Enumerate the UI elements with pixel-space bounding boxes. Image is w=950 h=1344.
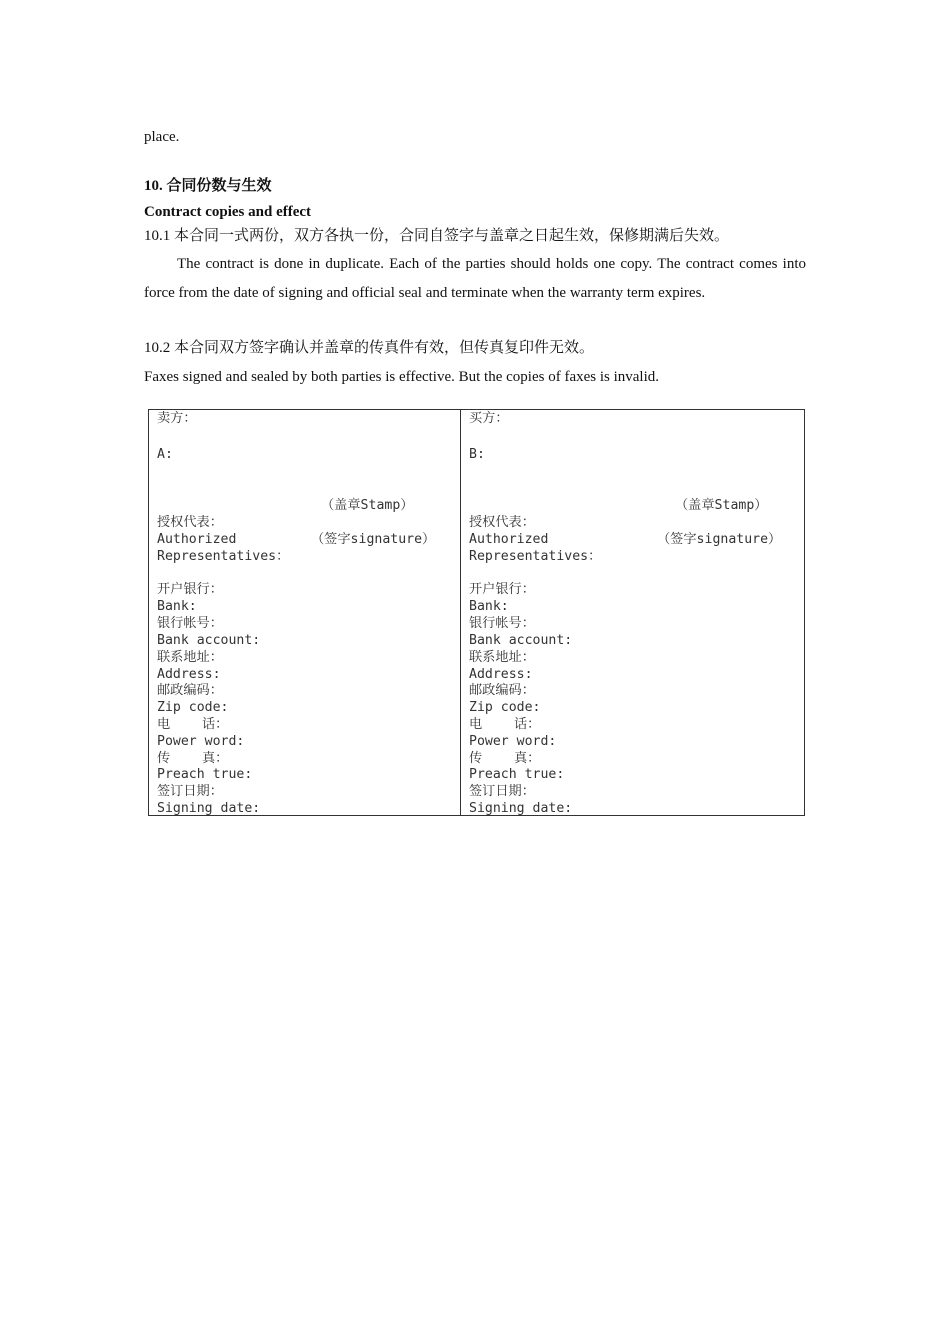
seller-role: 卖方： bbox=[157, 411, 197, 426]
buyer-zip-cn: 邮政编码： bbox=[469, 683, 535, 698]
seller-date-cn: 签订日期： bbox=[157, 784, 223, 799]
seller-account-en: Bank account: bbox=[157, 633, 261, 648]
seller-account-cn: 银行帐号： bbox=[157, 616, 223, 631]
buyer-account-en: Bank account: bbox=[469, 633, 573, 648]
seller-rep-en2: Representatives： bbox=[157, 549, 290, 564]
buyer-date-cn: 签订日期： bbox=[469, 784, 535, 799]
seller-rep-cn: 授权代表： bbox=[157, 515, 223, 530]
buyer-rep-cn: 授权代表： bbox=[469, 515, 535, 530]
seller-address-en: Address: bbox=[157, 667, 221, 682]
seller-bank-cn: 开户银行： bbox=[157, 582, 223, 597]
buyer-bank-cn: 开户银行： bbox=[469, 582, 535, 597]
seller-phone-cn: 电 话： bbox=[157, 717, 229, 732]
seller-date-en: Signing date: bbox=[157, 801, 261, 816]
buyer-party: B: bbox=[469, 447, 485, 462]
seller-fax-cn: 传 真： bbox=[157, 751, 229, 766]
buyer-signature: （签字signature） bbox=[657, 532, 782, 547]
buyer-rep-en1: Authorized bbox=[469, 532, 549, 547]
signature-table bbox=[148, 409, 805, 816]
continued-text: place. bbox=[144, 129, 180, 145]
buyer-zip-en: Zip code: bbox=[469, 700, 541, 715]
seller-address-cn: 联系地址： bbox=[157, 650, 223, 665]
seller-fax-en: Preach true: bbox=[157, 767, 253, 782]
buyer-address-en: Address: bbox=[469, 667, 533, 682]
clause-10-2-cn: 10.2 本合同双方签字确认并盖章的传真件有效，但传真复印件无效。 bbox=[144, 340, 595, 356]
buyer-account-cn: 银行帐号： bbox=[469, 616, 535, 631]
buyer-cell bbox=[461, 410, 805, 816]
clause-10-1-cn: 10.1 本合同一式两份，双方各执一份，合同自签字与盖章之日起生效，保修期满后失效。 bbox=[144, 228, 730, 244]
seller-zip-en: Zip code: bbox=[157, 700, 229, 715]
buyer-rep-en2: Representatives： bbox=[469, 549, 602, 564]
buyer-bank-en: Bank: bbox=[469, 599, 509, 614]
seller-zip-cn: 邮政编码： bbox=[157, 683, 223, 698]
seller-cell bbox=[149, 410, 461, 816]
buyer-address-cn: 联系地址： bbox=[469, 650, 535, 665]
clause-10-1-en: The contract is done in duplicate. Each of the parties should holds one copy. The contract comes into force from the date of signing and official seal and terminate when the warranty term expires. bbox=[144, 256, 806, 301]
buyer-role: 买方： bbox=[469, 411, 509, 426]
buyer-fax-en: Preach true: bbox=[469, 767, 565, 782]
buyer-stamp: （盖章Stamp） bbox=[675, 498, 768, 513]
buyer-fax-cn: 传 真： bbox=[469, 751, 541, 766]
seller-stamp: （盖章Stamp） bbox=[321, 498, 414, 513]
buyer-phone-cn: 电 话： bbox=[469, 717, 541, 732]
buyer-phone-en: Power word: bbox=[469, 734, 557, 749]
section-heading-cn: 10. 合同份数与生效 bbox=[144, 178, 272, 194]
seller-party: A: bbox=[157, 447, 173, 462]
buyer-date-en: Signing date: bbox=[469, 801, 573, 816]
section-heading-en: Contract copies and effect bbox=[144, 204, 312, 220]
seller-signature: （签字signature） bbox=[311, 532, 436, 547]
seller-rep-en1: Authorized bbox=[157, 532, 237, 547]
seller-bank-en: Bank: bbox=[157, 599, 197, 614]
seller-phone-en: Power word: bbox=[157, 734, 245, 749]
clause-10-2-en: Faxes signed and sealed by both parties is effective. But the copies of faxes is invalid. bbox=[144, 369, 660, 385]
